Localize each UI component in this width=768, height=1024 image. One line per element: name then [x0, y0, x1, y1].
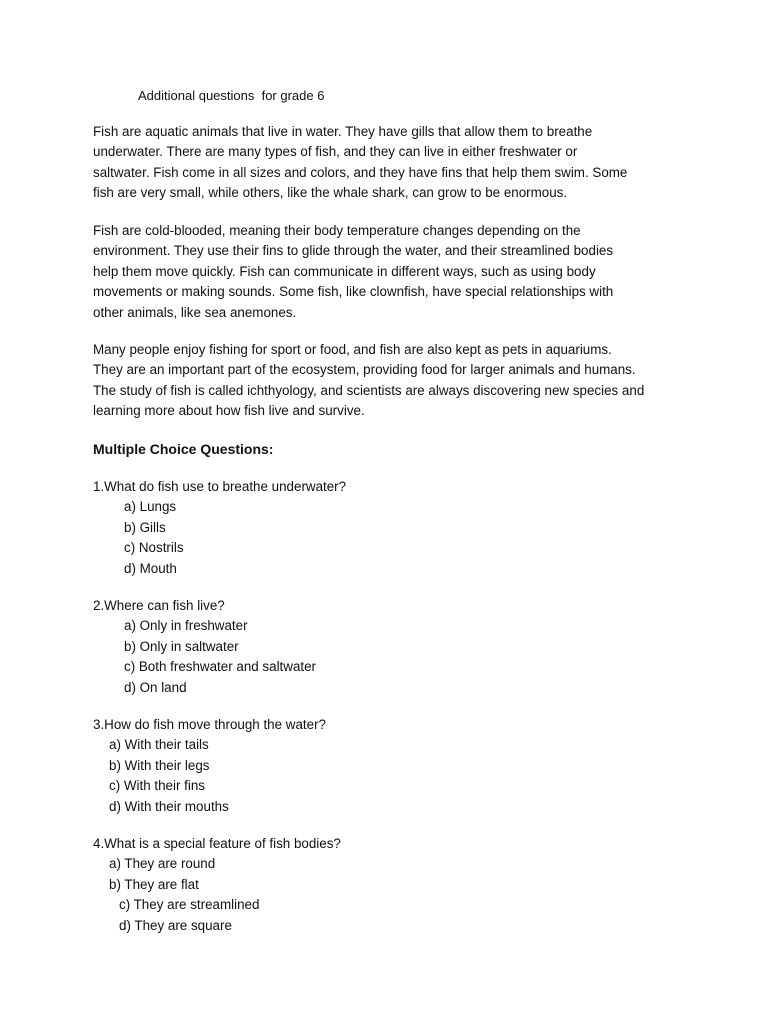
answer-option: c) Nostrils [124, 540, 184, 556]
paragraph-line: Fish are aquatic animals that live in water. They have gills that allow them to breathe [93, 124, 593, 139]
answer-option: d) On land [124, 679, 187, 695]
answer-option: c) Both freshwater and saltwater [124, 659, 317, 675]
document-title: Additional questions for grade 6 [138, 88, 325, 103]
paragraph-line: movements or making sounds. Some fish, like clownfish, have special relationships with [93, 284, 614, 300]
paragraph-line: other animals, like sea anemones. [93, 304, 297, 320]
paragraph-line: learning more about how fish live and survive. [93, 403, 365, 419]
answer-option: b) Only in saltwater [124, 638, 239, 654]
answer-option: a) Lungs [124, 499, 177, 515]
answer-option: d) Mouth [124, 560, 177, 576]
mcq-heading: Multiple Choice Questions: [93, 441, 274, 457]
question-3 [93, 715, 326, 817]
answer-option: d) With their mouths [109, 798, 229, 814]
paragraph-line: They are an important part of the ecosystem, providing food for larger animals and humans. [93, 362, 636, 378]
paragraph-2 [93, 221, 683, 323]
paragraph-line: underwater. There are many types of fish, and they can live in either freshwater or [93, 144, 578, 160]
question-1 [93, 477, 346, 579]
answer-option: b) With their legs [109, 757, 210, 773]
answer-option: c) They are streamlined [119, 897, 260, 913]
answer-option: a) With their tails [109, 737, 209, 753]
answer-option: a) They are round [109, 856, 216, 872]
answer-option: a) Only in freshwater [124, 618, 248, 634]
paragraph-line: saltwater. Fish come in all sizes and colors, and they have fins that help them swim. Some [93, 164, 628, 180]
question-stem: 3.How do fish move through the water? [93, 717, 326, 732]
question-stem: 4.What is a special feature of fish bodies? [93, 836, 341, 851]
answer-option: b) Gills [124, 519, 166, 535]
paragraph-line: The study of fish is called ichthyology, and scientists are always discovering new species and [93, 382, 645, 398]
paragraph-line: help them move quickly. Fish can communicate in different ways, such as using body [93, 263, 596, 279]
answer-option: d) They are square [119, 917, 232, 933]
paragraph-1 [93, 122, 683, 204]
question-stem: 1.What do fish use to breathe underwater? [93, 479, 347, 494]
paragraph-line: Fish are cold-blooded, meaning their body temperature changes depending on the [93, 223, 581, 238]
question-4 [93, 834, 341, 936]
paragraph-line: environment. They use their fins to glide through the water, and their streamlined bodies [93, 243, 614, 259]
paragraph-line: fish are very small, while others, like the whale shark, can grow to be enormous. [93, 185, 568, 201]
answer-option: c) With their fins [109, 778, 205, 794]
answer-option: b) They are flat [109, 876, 199, 892]
question-2 [93, 596, 316, 698]
question-stem: 2.Where can fish live? [93, 598, 225, 613]
paragraph-line: Many people enjoy fishing for sport or food, and fish are also kept as pets in aquariums. [93, 342, 612, 357]
paragraph-3 [93, 340, 683, 422]
